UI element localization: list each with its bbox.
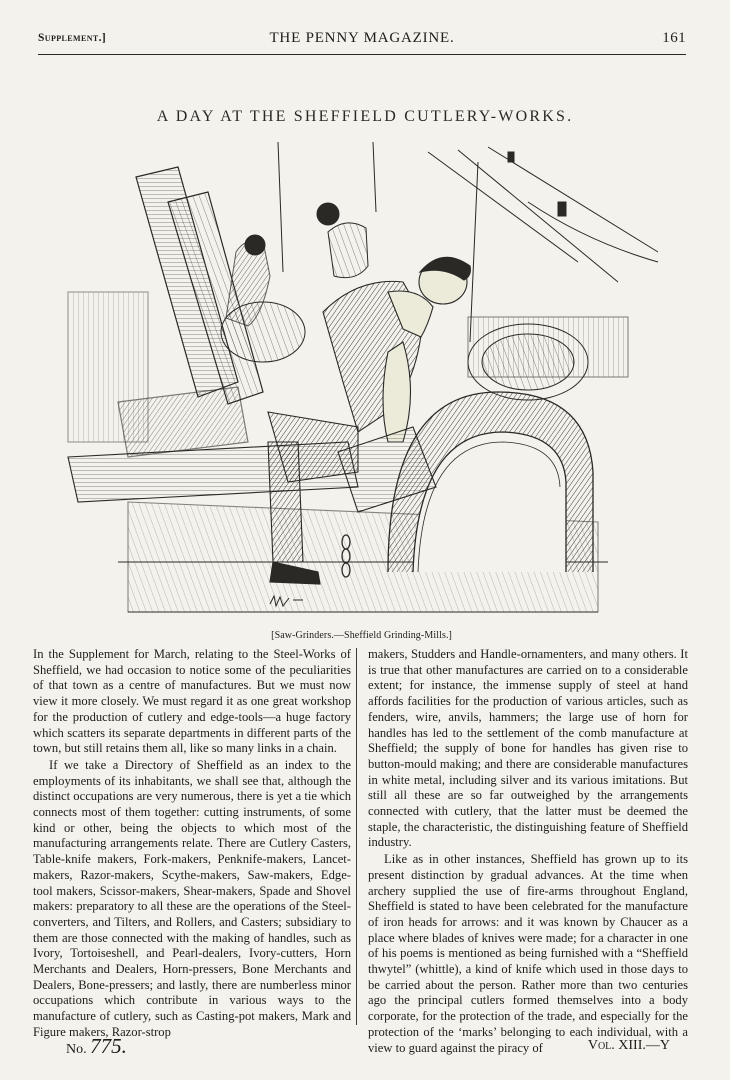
paragraph: In the Supplement for March, relating to the Steel-Works of Sheffield, we had occasion to notice some of the peculiarities of that town as a centre of manufactures. But we must now view it more closely. We must regard it as one great workshop for the production of cutlery and edge-tools—a huge factory which scatters its separate departments in different parts of the town, but still retains them all, like so many links in a chain. bbox=[33, 647, 351, 756]
issue-number bbox=[66, 1034, 127, 1059]
paragraph: If we take a Directory of Sheffield as an index to the employments of its inhabitants, we shall see that, although the distinct occupations are very numerous, there is yet a tie which connects most of them together: cutting instruments, of some kind or other, being the objects to which most of the manufacturing arrangements relate. There are Cutlery Casters, Table-knife makers, Fork-makers, Penknife-makers, Lancet-makers, Razor-makers, Scythe-makers, Saw-makers, Edge-tool makers, Scissor-makers, Shear-makers, Spade and Shovel makers: preparatory to all these are the operations of the Steel-converters, and Tilters, and Rollers, and Casters; subsidiary to them are those connected with the making of handles, such as Ivory, Tortoiseshell, and Pearl-dealers, Ivory-cutters, Horn Merchants and Dealers, Horn-pressers, Bone Merchants and Dealers, Bone-pressers; and lastly, there are numberless minor occupations which contribute in various ways to the manufacture of cutlery, such as Casting-pot makers, Mark and Figure makers, Razor-strop bbox=[33, 757, 351, 1039]
illustration-caption: [Saw-Grinders.—Sheffield Grinding-Mills.] bbox=[271, 630, 452, 641]
page-number: 161 bbox=[662, 30, 686, 46]
issue-number-value: 775. bbox=[90, 1034, 127, 1058]
section-label: Supplement.] bbox=[38, 32, 107, 44]
volume-label: Vol. XIII.—Y bbox=[587, 1038, 670, 1053]
column-divider bbox=[356, 648, 357, 1025]
magazine-title: THE PENNY MAGAZINE. bbox=[269, 30, 455, 46]
right-column bbox=[368, 647, 688, 1056]
header-rule bbox=[38, 54, 686, 55]
paragraph: makers, Studders and Handle-ornamenters, and many others. It is true that other manufactures are carried on to a considerable extent; for instance, the immense supply of steel at hand affords facilities for the production of various articles, such as fenders, wire, anvils, hammers; the large use of horn for handles has led to the settlement of the comb manufacture at Sheffield; the supply of bone for handles has given rise to button-mould making; and there are considerable manufactures in white metal, including silver and its various imitations. But still all these are so far outweighed by the arrangements connected with cutlery, that the latter must be deemed the staple, the characteristic, the distinguishing feature of Sheffield industry. bbox=[368, 647, 688, 850]
paragraph: Like as in other instances, Sheffield has grown up to its present distinction by gradual advances. At the time when archery supplied the use of fire-arms throughout England, Sheffield is stated to have been celebrated for the manufacture of iron heads for arrows: and it was known by Chaucer as a place where blades of knives were made; for a character in one of his poems is mentioned as being furnished with a “Sheffield thwytel” (whittle), a kind of knife which used in those days to be carried about the person. Rather more than two centuries ago the principal cutlers formed themselves into a body corporate, for the protection of the trade, and especially for the protection of the ‘marks’ belonging to each individual, with a view to guard against the piracy of bbox=[368, 852, 688, 1055]
issue-number-prefix: No. bbox=[66, 1042, 87, 1057]
article-title: A DAY AT THE SHEFFIELD CUTLERY-WORKS. bbox=[156, 108, 574, 125]
left-column bbox=[33, 647, 351, 1041]
running-head bbox=[38, 30, 686, 50]
saw-grinders-engraving bbox=[58, 142, 670, 628]
